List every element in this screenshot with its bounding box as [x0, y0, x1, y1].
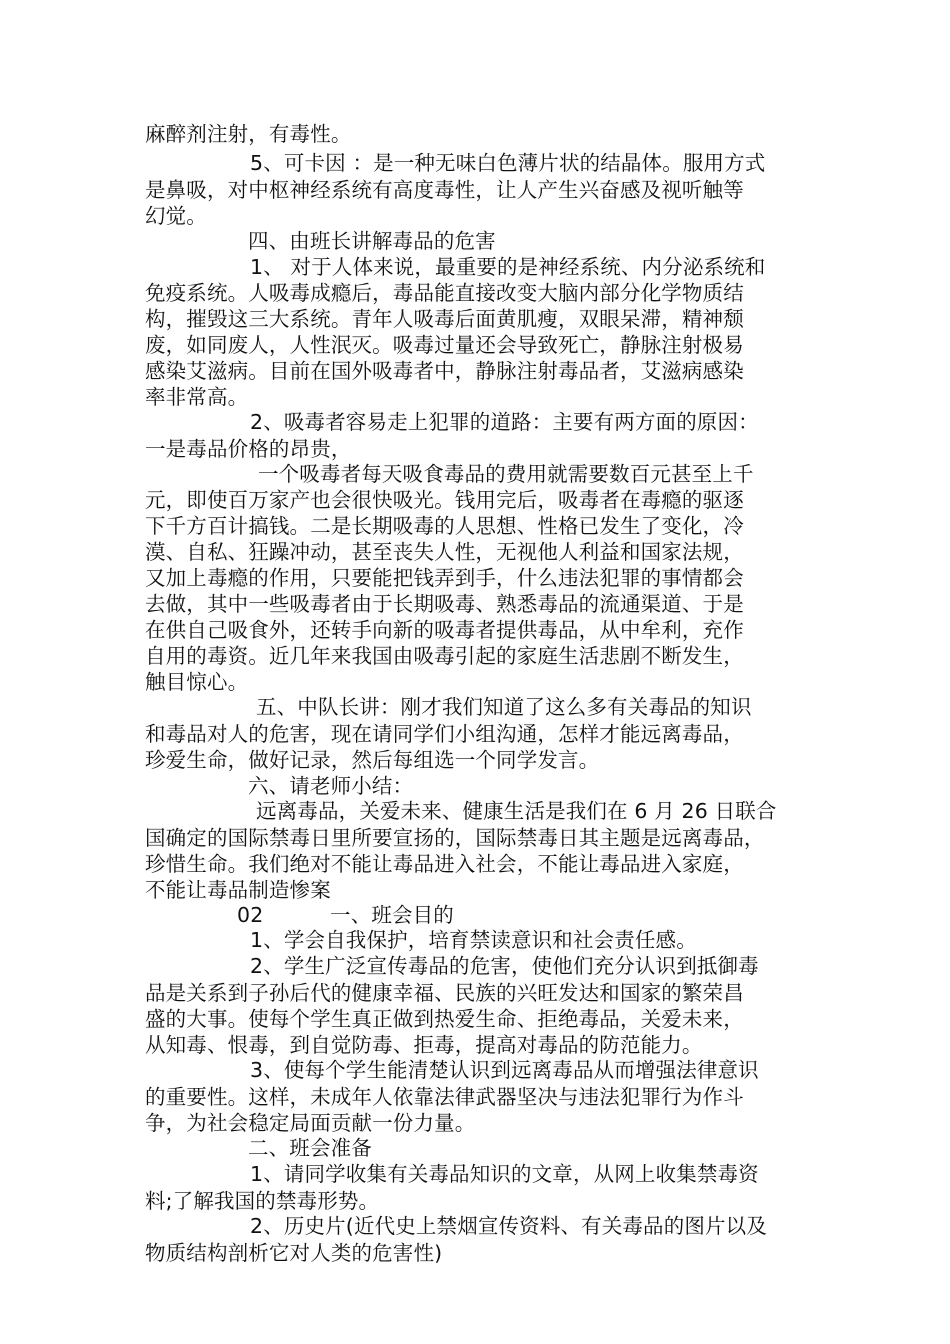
text-line: 和毒品对人的危害，现在请同学们小组沟通，怎样才能远离毒品， — [145, 722, 744, 746]
text-line: 料;了解我国的禁毒形势。 — [145, 1189, 380, 1213]
section-heading: 四、由班长讲解毒品的危害 — [248, 229, 496, 253]
text-line: 废，如同废人，人性泯灭。吸毒过量还会导致死亡，静脉注射极易 — [145, 333, 744, 357]
text-line: 在供自己吸食外，还转手向新的吸毒者提供毒品，从中牟利，充作 — [145, 618, 744, 642]
section-heading: 五、中队长讲：刚才我们知道了这么多有关毒品的知识 — [256, 695, 752, 719]
text-line: 争，为社会稳定局面贡献一份力量。 — [145, 1111, 476, 1135]
text-line: 触目惊心。 — [145, 670, 249, 694]
text-line: 一个吸毒者每天吸食毒品的费用就需要数百元甚至上千 — [258, 462, 754, 486]
text-line: 盛的大事。使每个学生真正做到热爱生命、拒绝毒品，关爱未来， — [145, 1007, 744, 1031]
section-heading: 六、请老师小结： — [248, 774, 414, 798]
text-line: 元，即使百万家产也会很快吸光。钱用完后，吸毒者在毒瘾的驱逐 — [145, 488, 744, 512]
text-line: 感染艾滋病。目前在国外吸毒者中，静脉注射毒品者，艾滋病感染 — [145, 359, 744, 383]
text-line: 5、可卡因 ：是一种无味白色薄片状的结晶体。服用方式 — [250, 151, 766, 175]
text-line: 漠、自私、狂躁冲动，甚至丧失人性，无视他人利益和国家法规， — [145, 540, 744, 564]
text-line: 去做，其中一些吸毒者由于长期吸毒、熟悉毒品的流通渠道、于是 — [145, 592, 744, 616]
text-line: 国确定的国际禁毒日里所要宣扬的，国际禁毒日其主题是远离毒品， — [145, 826, 765, 850]
section-heading: 02 一、班会目的 — [237, 903, 454, 927]
text-line: 1、学会自我保护，培育禁读意识和社会责任感。 — [250, 928, 697, 952]
text-line: 自用的毒资。近几年来我国由吸毒引起的家庭生活悲剧不断发生， — [145, 644, 744, 668]
text-line: 下千方百计搞钱。二是长期吸毒的人思想、性格已发生了变化，冷 — [145, 514, 744, 538]
text-line: 物质结构剖析它对人类的危害性) — [145, 1241, 443, 1265]
text-line: 珍惜生命。我们绝对不能让毒品进入社会，不能让毒品进入家庭， — [145, 852, 744, 876]
text-line: 2、吸毒者容易走上犯罪的道路：主要有两方面的原因： — [250, 410, 759, 434]
text-line: 2、历史片(近代史上禁烟宣传资料、有关毒品的图片以及 — [250, 1214, 767, 1238]
text-line: 3、使每个学生能清楚认识到远离毒品从而增强法律意识 — [250, 1058, 759, 1082]
text-line: 率非常高。 — [145, 385, 249, 409]
text-line: 品是关系到子孙后代的健康幸福、民族的兴旺发达和国家的繁荣昌 — [145, 981, 744, 1005]
text-line: 一是毒品价格的昂贵， — [145, 437, 352, 461]
text-line: 是鼻吸，对中枢神经系统有高度毒性，让人产生兴奋感及视听触等 — [145, 178, 744, 202]
section-heading: 二、班会准备 — [248, 1136, 372, 1160]
text-line: 又加上毒瘾的作用，只要能把钱弄到手，什么违法犯罪的事情都会 — [145, 566, 744, 590]
text-line: 幻觉。 — [145, 204, 207, 228]
text-line: 1、请同学收集有关毒品知识的文章，从网上收集禁毒资 — [250, 1162, 759, 1186]
text-line: 构，摧毁这三大系统。青年人吸毒后面黄肌瘦，双眼呆滞，精神颓 — [145, 307, 744, 331]
text-line: 远离毒品，关爱未来、健康生活是我们在 6 月 26 日联合 — [256, 799, 777, 823]
text-line: 从知毒、恨毒，到自觉防毒、拒毒，提高对毒品的防范能力。 — [145, 1033, 703, 1057]
text-line: 珍爱生命，做好记录，然后每组选一个同学发言。 — [145, 748, 600, 772]
text-line: 不能让毒品制造惨案 — [145, 878, 331, 902]
text-line: 麻醉剂注射，有毒性。 — [145, 122, 352, 146]
text-line: 的重要性。这样，未成年人依靠法律武器坚决与违法犯罪行为作斗 — [145, 1085, 744, 1109]
text-line: 免疫系统。人吸毒成瘾后，毒品能直接改变大脑内部分化学物质结 — [145, 281, 744, 305]
text-line: 1、 对于人体来说，最重要的是神经系统、内分泌系统和 — [250, 255, 766, 279]
text-line: 2、学生广泛宣传毒品的危害，使他们充分认识到抵御毒 — [250, 954, 759, 978]
